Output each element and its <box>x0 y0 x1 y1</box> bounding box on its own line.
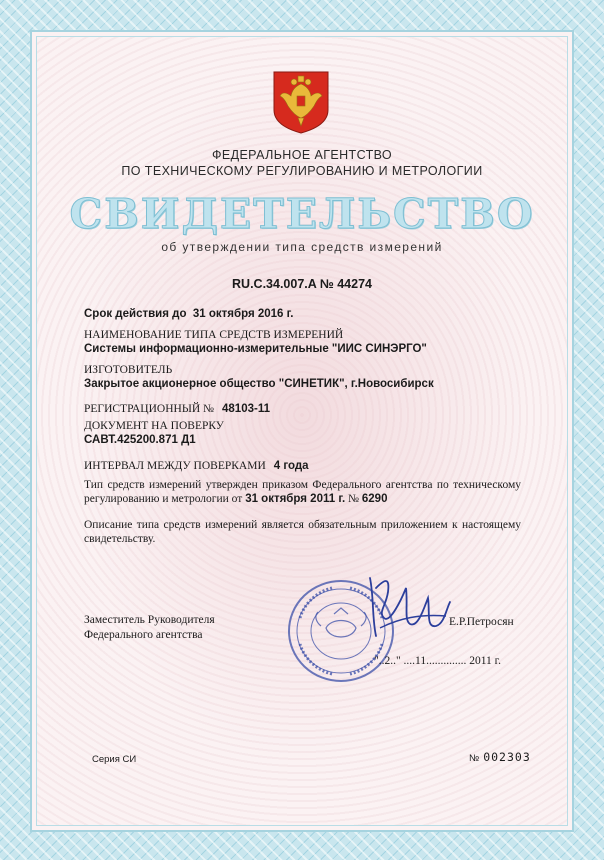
approval-number-sign: № <box>348 493 360 505</box>
verification-doc-label: ДОКУМЕНТ НА ПОВЕРКУ <box>84 420 224 432</box>
approval-number: 6290 <box>361 493 388 505</box>
type-name-label: НАИМЕНОВАНИЕ ТИПА СРЕДСТВ ИЗМЕРЕНИЙ <box>84 329 344 341</box>
verification-doc-value: САВТ.425200.871 Д1 <box>84 434 196 446</box>
date-day: "..2.." <box>374 655 401 667</box>
date-year: 2011 г. <box>469 655 501 667</box>
registration-code: RU.C.34.007.A № 44274 <box>232 277 372 291</box>
validity-label: Срок действия до <box>84 308 187 320</box>
serial-number-sign: № <box>469 753 480 764</box>
validity-row <box>84 308 293 320</box>
approval-date: 31 октября 2011 г. <box>245 493 346 505</box>
signatory-position-line-1: Заместитель Руководителя <box>84 614 215 626</box>
date-month: ....11.............. <box>403 655 467 667</box>
manufacturer-value: Закрытое акционерное общество "СИНЕТИК", г.Новосибирск <box>84 378 434 390</box>
manufacturer-label: ИЗГОТОВИТЕЛЬ <box>84 364 173 376</box>
type-name-value: Системы информационно-измерительные "ИИС СИНЭРГО" <box>84 343 427 355</box>
registration-row <box>84 399 270 417</box>
registration-value: 48103-11 <box>222 403 270 415</box>
signature-date-line <box>374 655 501 667</box>
interval-value: 4 года <box>273 460 309 472</box>
agency-line-2: ПО ТЕХНИЧЕСКОМУ РЕГУЛИРОВАНИЮ И МЕТРОЛОГИИ <box>121 164 483 178</box>
approval-paragraph <box>84 478 521 506</box>
agency-line-1: ФЕДЕРАЛЬНОЕ АГЕНТСТВО <box>211 148 393 162</box>
series-label: Серия СИ <box>92 754 137 765</box>
certificate-subtitle: об утверждении типа средств измерений <box>161 240 443 254</box>
approval-text: Тип средств измерений утвержден приказом Федерального агентства по техническому регулированию и метрологии от <box>84 479 521 505</box>
certificate-title: СВИДЕТЕЛЬСТВО <box>69 190 535 238</box>
interval-label: ИНТЕРВАЛ МЕЖДУ ПОВЕРКАМИ <box>84 460 266 472</box>
signatory-name: Е.Р.Петросян <box>449 616 514 628</box>
interval-row <box>84 456 309 474</box>
serial-number-row <box>469 748 531 766</box>
serial-number: 002303 <box>483 750 531 764</box>
handwritten-signature <box>350 558 460 648</box>
registration-label: РЕГИСТРАЦИОННЫЙ № <box>84 403 215 415</box>
description-note: Описание типа средств измерений является обязательным приложением к настоящему свидетельству. <box>84 519 521 545</box>
coat-of-arms-icon <box>272 70 330 134</box>
validity-value: 31 октября 2016 г. <box>192 308 294 320</box>
signatory-position-line-2: Федерального агентства <box>84 629 203 641</box>
